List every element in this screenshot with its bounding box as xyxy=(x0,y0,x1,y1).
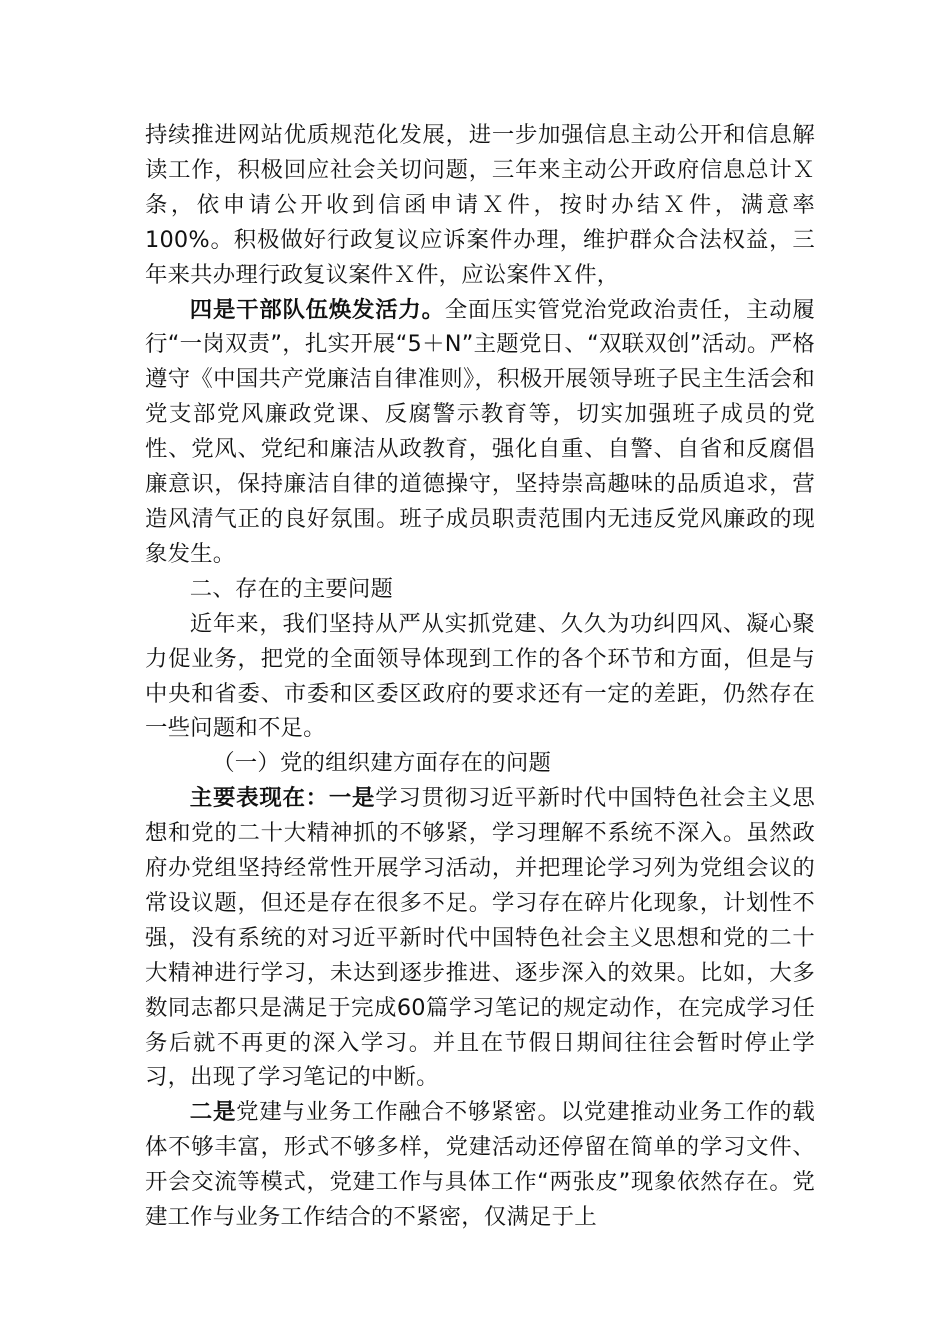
section-heading-main-problems: 二、存在的主要问题 xyxy=(189,575,394,602)
paragraph-problems-intro xyxy=(145,607,815,747)
subsection-heading-organization: （一）党的组织建方面存在的问题 xyxy=(212,750,552,777)
document-body xyxy=(145,118,815,1235)
paragraph-text: 党建与业务工作融合不够紧密。以党建推动业务工作的载体不够丰富，形式不够多样，党建活动还停留在简单的学习文件、开会交流等模式，党建工作与具体工作“两张皮”现象依然存在。党建工作与业务工作结合的不紧密，仅满足于上 xyxy=(145,1099,815,1231)
paragraph-lead-bold: 二是 xyxy=(189,1099,237,1126)
paragraph-lead-bold: 主要表现在：一是 xyxy=(189,785,376,812)
paragraph-party-business-integration xyxy=(145,1095,815,1235)
paragraph-text: 学习贯彻习近平新时代中国特色社会主义思想和党的二十大精神抓的不够紧，学习理解不系统不深入。虽然政府办党组坚持经常性开展学习活动，并把理论学习列为党组会议的常设议题，但还是存在很多不足。学习存在碎片化现象，计划性不强，没有系统的对习近平新时代中国特色社会主义思想和党的二十大精神进行学习，未达到逐步推进、逐步深入的效果。比如，大多数同志都只是满足于完成60篇学习笔记的规定动作，在完成学习任务后就不再更的深入学习。并且在节假日期间往往会暂时停止学习，出现了学习笔记的中断。 xyxy=(145,785,815,1091)
paragraph-website-disclosure xyxy=(145,118,815,293)
paragraph-text: 持续推进网站优质规范化发展，进一步加强信息主动公开和信息解读工作，积极回应社会关切问题，三年来主动公开政府信息总计Ｘ条，依申请公开收到信函申请Ｘ件，按时办结Ｘ件，满意率100%。积极做好行政复议应诉案件办理，维护群众合法权益，三年来共办理行政复议案件Ｘ件，应讼案件Ｘ件， xyxy=(145,122,815,288)
paragraph-cadre-team xyxy=(145,293,815,572)
paragraph-text: 近年来，我们坚持从严从实抓党建、久久为功纠四风、凝心聚力促业务，把党的全面领导体现到工作的各个环节和方面，但是与中央和省委、市委和区委区政府的要求还有一定的差距，仍然存在一些问题和不足。 xyxy=(145,610,815,742)
paragraph-text: 全面压实管党治党政治责任，主动履行“一岗双责”，扎实开展“5＋N”主题党日、“双联双创”活动。严格遵守《中国共产党廉洁自律准则》，积极开展领导班子民主生活会和党支部党风廉政党课、反腐警示教育等，切实加强班子成员的党性、党风、党纪和廉洁从政教育，强化自重、自警、自省和反腐倡廉意识，保持廉洁自律的道德操守，坚持崇高趣味的品质追求，营造风清气正的良好氛围。班子成员职责范围内无违反党风廉政的现象发生。 xyxy=(145,296,815,567)
paragraph-main-manifestations xyxy=(145,781,815,1095)
paragraph-lead-bold: 四是干部队伍焕发活力。 xyxy=(189,296,445,323)
